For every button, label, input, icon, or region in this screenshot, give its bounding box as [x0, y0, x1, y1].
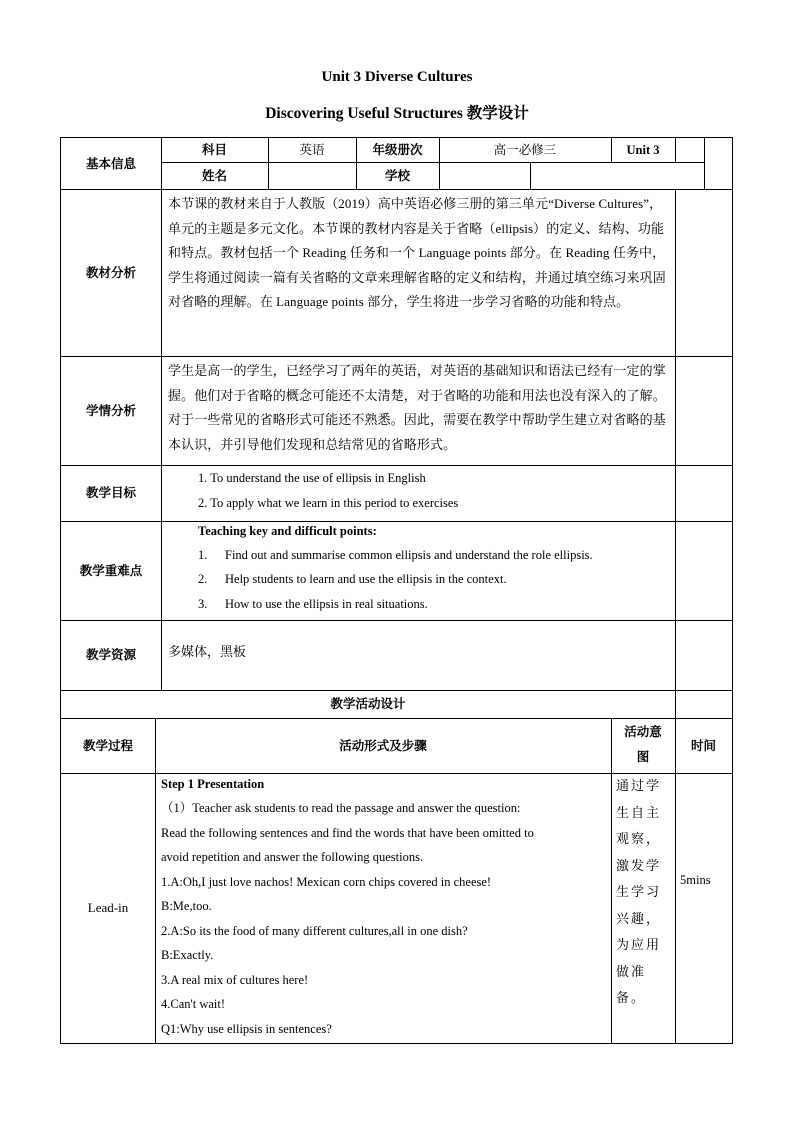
- process-header-intent-line: 图: [636, 750, 650, 764]
- step-line: 4.Can't wait!: [161, 997, 226, 1011]
- leadin-time: 5mins: [680, 873, 711, 887]
- resources-value: 多媒体，黑板: [168, 644, 247, 659]
- step-line: 3.A real mix of cultures here!: [161, 972, 309, 987]
- intent-line: 观察，: [616, 831, 662, 846]
- keypoints-heading: Teaching key and difficult points:: [198, 524, 377, 538]
- step-line: B:Me,too.: [161, 899, 212, 913]
- activity-design-heading: 教学活动设计: [330, 697, 406, 711]
- process-header-steps: 活动形式及步骤: [339, 738, 427, 753]
- process-header-intent-line: 活动意: [624, 725, 662, 739]
- name-label: 姓名: [201, 168, 227, 183]
- intent-line: 激发学: [616, 857, 662, 873]
- subject-label: 科目: [201, 142, 227, 157]
- learner-analysis-text: 学生是高一的学生，已经学习了两年的英语，对英语的基础知识和语法已经有一定的掌握。他们对于省略的概念可能还不太清楚，对于省略的功能和用法也没有深入的了解。对于一些常见的省略形式可能还不熟悉。因此，需要在教学中帮助学生建立对省略的基本认识，并引导他们发现和总结常见的省略形式。: [168, 363, 666, 452]
- keypoint-text: Help students to learn and use the ellipsis in the context.: [225, 572, 507, 586]
- step-line: 2.A:So its the food of many different cultures,all in one dish?: [161, 923, 468, 938]
- leadin-intent: [616, 773, 674, 1003]
- objective-item: 2. To apply what we learn in this period to exercises: [198, 496, 459, 510]
- material-analysis-text: 本节课的教材来自于人教版（2019）高中英语必修三册的第三单元“Diverse Cultures”，单元的主题是多元文化。本节课的教材内容是关于省略（ellipsis）的定义、结构、功能和特点。教材包括一个 Reading 任务和一个 Language points 部分。在 Reading 任务中，学生将通过阅读一篇有关省略的文章来理解省略的定义和结构，并通过填空练习来巩固对省略的理解。在 Language points 部分，学生将进一步学习省略的功能和特点。: [168, 196, 666, 309]
- school-label: 学校: [384, 168, 410, 183]
- resources-label: 教学资源: [85, 648, 136, 662]
- material-analysis-label: 教材分析: [85, 265, 136, 280]
- grade-value: 高一必修三: [493, 142, 557, 157]
- unit-value: Unit 3: [626, 142, 660, 157]
- learner-analysis-label: 学情分析: [85, 403, 136, 418]
- process-header-stage: 教学过程: [82, 738, 133, 753]
- intent-line: 为应用: [616, 937, 662, 952]
- intent-line: 做准备。: [616, 963, 647, 1005]
- basic-info-label: 基本信息: [85, 156, 136, 171]
- keypoint-text: How to use the ellipsis in real situations.: [225, 597, 428, 611]
- intent-line: 生学习: [616, 884, 662, 899]
- step-line: Read the following sentences and find the words that have been omitted to: [161, 825, 534, 840]
- intent-line: 生自主: [616, 804, 662, 820]
- intent-line: 通过学: [616, 778, 662, 793]
- objective-item: 1. To understand the use of ellipsis in English: [198, 471, 426, 485]
- keypoint-number: 2.: [198, 572, 208, 586]
- keypoint-number: 3.: [198, 597, 208, 611]
- leadin-steps: [161, 772, 609, 1042]
- step-title: Step 1 Presentation: [161, 777, 265, 791]
- step-line: （1）Teacher ask students to read the passage and answer the question:: [161, 801, 521, 815]
- subject-value: 英语: [299, 142, 325, 157]
- leadin-stage-label: Lead-in: [87, 900, 129, 915]
- grade-label: 年级册次: [372, 142, 423, 157]
- document-subtitle: Discovering Useful Structures 教学设计: [265, 105, 529, 122]
- intent-line: 兴趣，: [616, 910, 662, 926]
- step-line: Q1:Why use ellipsis in sentences?: [161, 1021, 332, 1036]
- process-header-time: 时间: [690, 738, 716, 753]
- keypoint-text: Find out and summarise common ellipsis and understand the role ellipsis.: [225, 548, 593, 562]
- keypoint-number: 1.: [198, 548, 208, 562]
- process-header-intent: [611, 718, 675, 773]
- step-line: 1.A:Oh,I just love nachos! Mexican corn chips covered in cheese!: [161, 874, 492, 889]
- document-title: Unit 3 Diverse Cultures: [321, 69, 473, 85]
- keypoints-label: 教学重难点: [79, 563, 143, 578]
- step-line: B:Exactly.: [161, 948, 214, 962]
- objectives-label: 教学目标: [85, 486, 136, 500]
- step-line: avoid repetition and answer the following questions.: [161, 850, 424, 864]
